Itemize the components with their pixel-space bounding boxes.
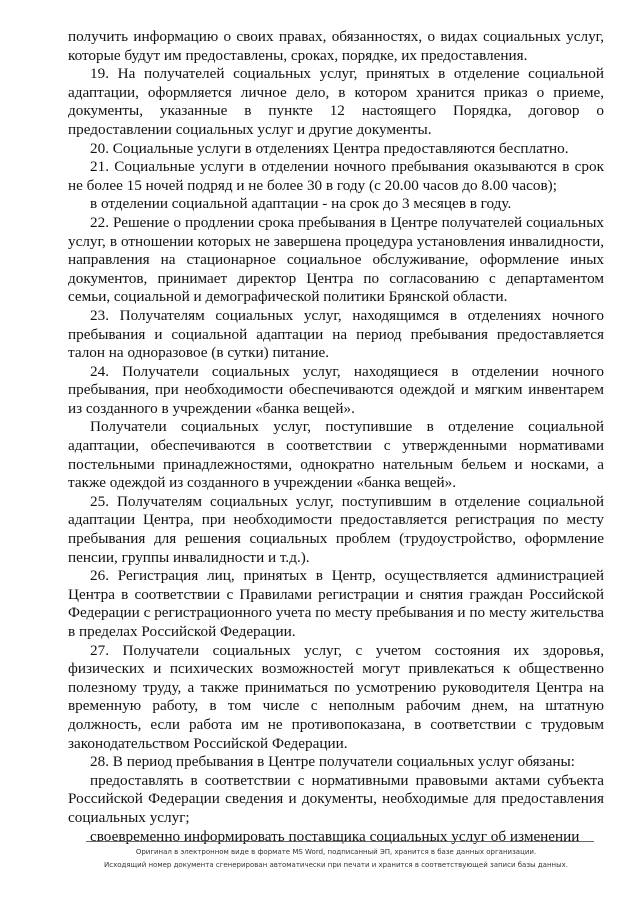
paragraph-item-26: 26. Регистрация лиц, принятых в Центр, осуществляется администрацией Центра в соответствии с Правилами регистрации и снятия граждан Российской Федерации с регистрационного учета по месту пребывания и по месту жительства в пределах Российской Федерации. [68, 567, 604, 640]
paragraph-item-22: 22. Решение о продлении срока пребывания в Центре получателей социальных услуг, в отношении которых не завершена процедура установления инвалидности, направления на стационарное социальное обслуживание, оформление иных документов, принимает директор Центра по согласованию с департаментом семьи, социальной и демографической политики Брянской области. [68, 213, 604, 306]
paragraph-item-27: 27. Получатели социальных услуг, с учетом состояния их здоровья, физических и психических возможностей могут привлекаться к общественно полезному труду, а также приниматься по усмотрению руководителя Центра на временную работу, в том числе с неполным рабочим днем, на штатную должность, если работа им не противопоказана, в соответствии с трудовым законодательством Российской Федерации. [68, 641, 604, 752]
paragraph-item-28-sub2: своевременно информировать поставщика социальных услуг об изменении [90, 827, 580, 845]
paragraph-continuation: получить информацию о своих правах, обязанностях, о видах социальных услуг, которые будут им предоставлены, сроках, порядке, их предоставления. [68, 28, 604, 64]
footer-line-2: Исходящий номер документа сгенерирован автоматически при печати и хранится в соответствующей записи базы данных. [104, 861, 568, 869]
paragraph-item-20: 20. Социальные услуги в отделениях Центра предоставляются бесплатно. [90, 139, 569, 157]
paragraph-item-21: 21. Социальные услуги в отделении ночного пребывания оказываются в срок не более 15 ночей подряд и не более 30 в году (с 20.00 часов до 8.00 часов); [68, 158, 604, 194]
paragraph-item-23: 23. Получателям социальных услуг, находящимся в отделениях ночного пребывания и социальной адаптации на период пребывания предоставляется талон на одноразовое (в сутки) питание. [68, 306, 604, 362]
paragraph-item-24-cont: Получатели социальных услуг, поступившие в отделение социальной адаптации, обеспечиваются в соответствии с утвержденными нормативами постельными принадлежностями, однократно нательным бельем и носками, а также одеждой из созданного в учреждении «банка вещей». [68, 418, 604, 492]
page-footer [68, 846, 604, 872]
paragraph-item-28-sub1: предоставлять в соответствии с нормативными правовыми актами субъекта Российской Федерации сведения и документы, необходимые для предоставления социальных услуг; [68, 771, 604, 826]
paragraph-item-24: 24. Получатели социальных услуг, находящиеся в отделении ночного пребывания, при необходимости обеспечиваются одеждой и мягким инвентарем из созданного в учреждении «банка вещей». [68, 362, 604, 417]
paragraph-item-19: 19. На получателей социальных услуг, принятых в отделение социальной адаптации, оформляется личное дело, в котором хранится приказ о приеме, документы, указанные в пункте 12 настоящего Порядка, договор о предоставлении социальных услуг и другие документы. [68, 65, 604, 138]
document-body [68, 28, 604, 846]
paragraph-item-25: 25. Получателям социальных услуг, поступившим в отделение социальной адаптации Центра, при необходимости предоставляется регистрация по месту пребывания для решения социальных проблем (трудоустройство, оформление пенсии, группы инвалидности и т.д.). [68, 492, 604, 566]
footer-line-1: Оригинал в электронном виде в формате MS Word, подписанный ЭП, хранится в базе данных организации. [135, 848, 537, 856]
footer-divider [86, 841, 594, 842]
paragraph-item-21-cont: в отделении социальной адаптации - на срок до 3 месяцев в году. [90, 195, 512, 213]
paragraph-item-28: 28. В период пребывания в Центре получатели социальных услуг обязаны: [90, 753, 575, 771]
